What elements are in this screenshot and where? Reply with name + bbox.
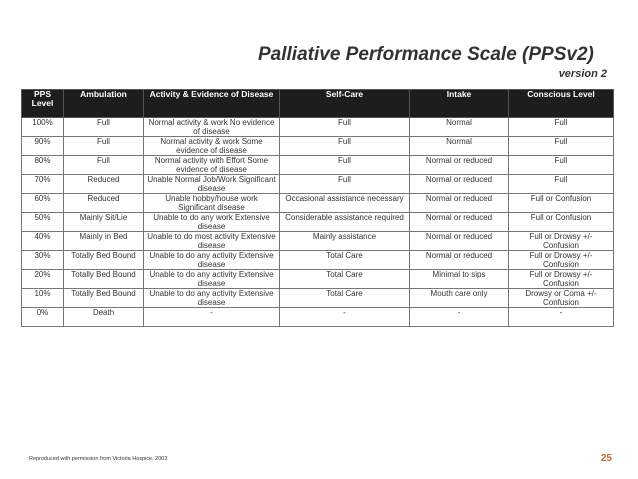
cell-conscious: - (509, 308, 614, 327)
cell-intake: Mouth care only (410, 289, 509, 308)
header-pps-level: PPS Level (22, 90, 64, 118)
cell-self-care: Occasional assistance necessary (280, 194, 410, 213)
table-row (22, 118, 614, 137)
cell-level: 80% (22, 156, 64, 175)
pps-table (21, 89, 614, 327)
table-row (22, 251, 614, 270)
cell-intake: Normal or reduced (410, 213, 509, 232)
cell-self-care: Full (280, 156, 410, 175)
cell-level: 50% (22, 213, 64, 232)
cell-level: 20% (22, 270, 64, 289)
cell-conscious: Full (509, 156, 614, 175)
cell-ambulation: Full (64, 118, 144, 137)
cell-self-care: Full (280, 175, 410, 194)
page-subtitle: version 2 (558, 68, 607, 80)
cell-intake: - (410, 308, 509, 327)
cell-conscious: Full or Confusion (509, 194, 614, 213)
cell-level: 70% (22, 175, 64, 194)
cell-activity: Unable to do any activity Extensive disease (144, 270, 280, 289)
table-row (22, 175, 614, 194)
table-row (22, 194, 614, 213)
cell-activity: Normal activity & work No evidence of disease (144, 118, 280, 137)
cell-activity: - (144, 308, 280, 327)
cell-level: 100% (22, 118, 64, 137)
cell-activity: Unable to do any work Extensive disease (144, 213, 280, 232)
table-row (22, 137, 614, 156)
cell-activity: Normal activity with Effort Some evidence of disease (144, 156, 280, 175)
cell-ambulation: Totally Bed Bound (64, 289, 144, 308)
cell-level: 0% (22, 308, 64, 327)
table-row (22, 308, 614, 327)
cell-conscious: Full or Drowsy +/- Confusion (509, 270, 614, 289)
cell-intake: Normal or reduced (410, 175, 509, 194)
cell-conscious: Full or Confusion (509, 213, 614, 232)
cell-ambulation: Totally Bed Bound (64, 251, 144, 270)
cell-ambulation: Full (64, 156, 144, 175)
cell-ambulation: Totally Bed Bound (64, 270, 144, 289)
cell-intake: Minimal to sips (410, 270, 509, 289)
cell-self-care: Mainly assistance (280, 232, 410, 251)
cell-self-care: Full (280, 118, 410, 137)
table-row (22, 232, 614, 251)
table-row (22, 213, 614, 232)
cell-activity: Unable Normal Job/Work Significant disease (144, 175, 280, 194)
cell-intake: Normal or reduced (410, 251, 509, 270)
cell-self-care: - (280, 308, 410, 327)
page-number: 25 (600, 453, 612, 464)
cell-ambulation: Mainly Sit/Lie (64, 213, 144, 232)
table-header-row (22, 90, 614, 118)
cell-self-care: Full (280, 137, 410, 156)
cell-activity: Unable to do any activity Extensive disease (144, 289, 280, 308)
cell-conscious: Drowsy or Coma +/- Confusion (509, 289, 614, 308)
cell-activity: Normal activity & work Some evidence of disease (144, 137, 280, 156)
page-title: Palliative Performance Scale (PPSv2) (258, 44, 594, 65)
cell-conscious: Full (509, 175, 614, 194)
table-row (22, 289, 614, 308)
cell-activity: Unable to do most activity Extensive disease (144, 232, 280, 251)
cell-ambulation: Mainly in Bed (64, 232, 144, 251)
header-conscious-level: Conscious Level (509, 90, 614, 118)
cell-self-care: Considerable assistance required (280, 213, 410, 232)
permission-note: Reproduced with permission from Victoria Hospice, 2003 (29, 456, 168, 462)
cell-ambulation: Reduced (64, 175, 144, 194)
cell-self-care: Total Care (280, 251, 410, 270)
cell-intake: Normal or reduced (410, 156, 509, 175)
table-row (22, 156, 614, 175)
cell-conscious: Full (509, 137, 614, 156)
cell-ambulation: Reduced (64, 194, 144, 213)
cell-level: 30% (22, 251, 64, 270)
cell-intake: Normal (410, 118, 509, 137)
cell-intake: Normal or reduced (410, 232, 509, 251)
cell-intake: Normal or reduced (410, 194, 509, 213)
cell-conscious: Full or Drowsy +/- Confusion (509, 251, 614, 270)
cell-conscious: Full or Drowsy +/- Confusion (509, 232, 614, 251)
cell-ambulation: Death (64, 308, 144, 327)
header-intake: Intake (410, 90, 509, 118)
header-ambulation: Ambulation (64, 90, 144, 118)
table-row (22, 270, 614, 289)
cell-level: 60% (22, 194, 64, 213)
cell-activity: Unable to do any activity Extensive disease (144, 251, 280, 270)
cell-conscious: Full (509, 118, 614, 137)
header-self-care: Self-Care (280, 90, 410, 118)
cell-self-care: Total Care (280, 270, 410, 289)
cell-level: 40% (22, 232, 64, 251)
header-activity: Activity & Evidence of Disease (144, 90, 280, 118)
cell-self-care: Total Care (280, 289, 410, 308)
cell-intake: Normal (410, 137, 509, 156)
cell-ambulation: Full (64, 137, 144, 156)
cell-level: 90% (22, 137, 64, 156)
cell-level: 10% (22, 289, 64, 308)
cell-activity: Unable hobby/house work Significant disease (144, 194, 280, 213)
